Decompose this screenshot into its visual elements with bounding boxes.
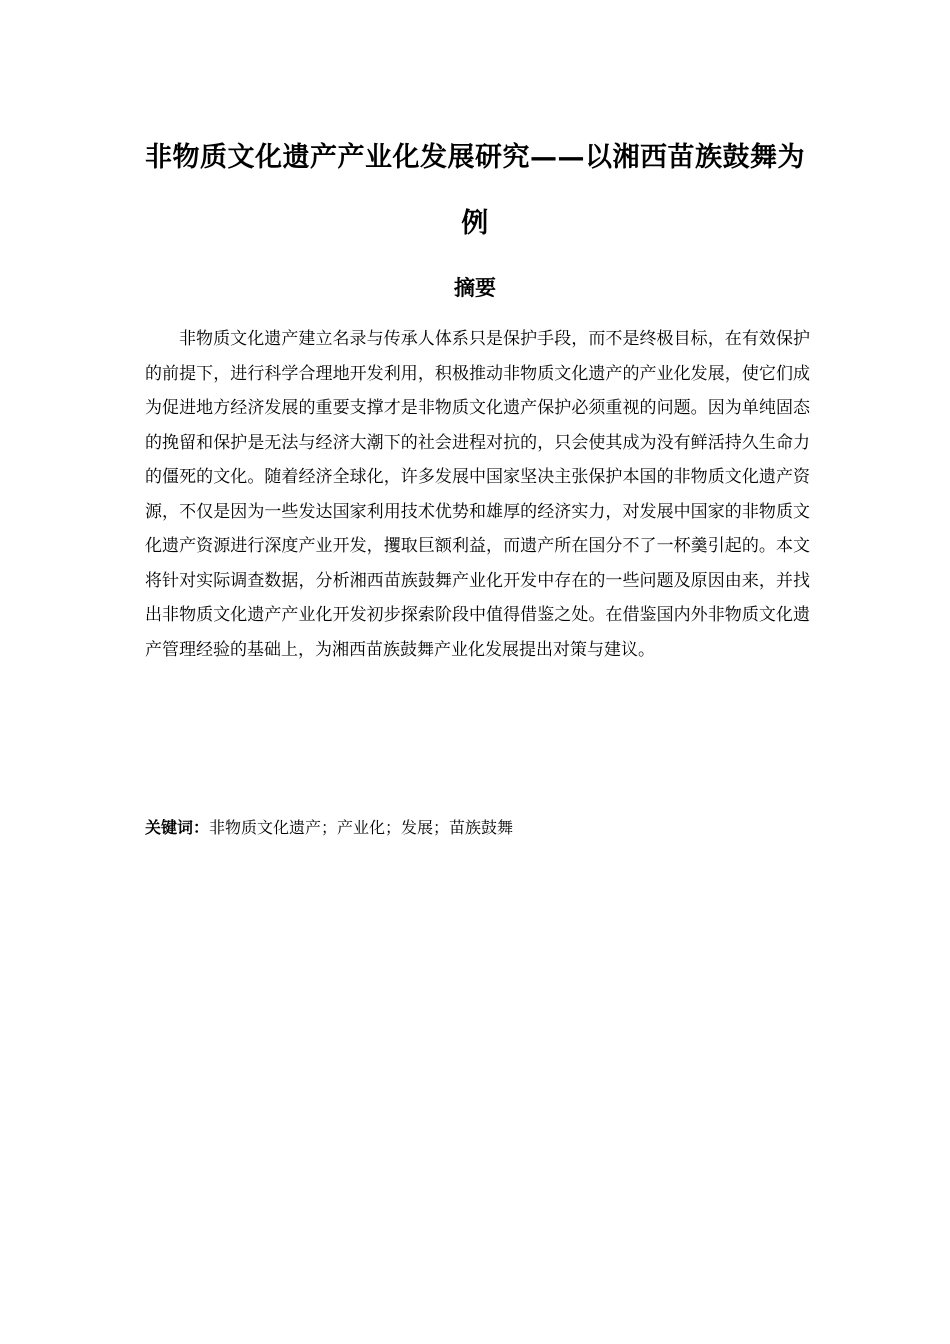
keywords-label: 关键词： bbox=[145, 818, 210, 837]
abstract-heading: 摘要 bbox=[454, 276, 496, 300]
document-title: 非物质文化遗产产业化发展研究——以湘西苗族鼓舞为例 bbox=[145, 142, 805, 239]
keywords-value: 非物质文化遗产；产业化；发展；苗族鼓舞 bbox=[209, 818, 514, 837]
abstract-body: 非物质文化遗产建立名录与传承人体系只是保护手段，而不是终极目标，在有效保护的前提下，进行科学合理地开发利用，积极推动非物质文化遗产的产业化发展，使它们成为促进地方经济发展的重要支撑才是非物质文化遗产保护必须重视的问题。因为单纯固态的挽留和保护是无法与经济大潮下的社会进程对抗的，只会使其成为没有鲜活持久生命力的僵死的文化。随着经济全球化，许多发展中国家坚决主张保护本国的非物质文化遗产资源，不仅是因为一些发达国家利用技术优势和雄厚的经济实力，对发展中国家的非物质文化遗产资源进行深度产业开发，攫取巨额利益，而遗产所在国分不了一杯羹引起的。本文将针对实际调查数据，分析湘西苗族鼓舞产业化开发中存在的一些问题及原因由来，并找出非物质文化遗产产业化开发初步探索阶段中值得借鉴之处。在借鉴国内外非物质文化遗产管理经验的基础上，为湘西苗族鼓舞产业化发展提出对策与建议。 bbox=[145, 329, 810, 660]
keywords-line bbox=[145, 813, 810, 844]
